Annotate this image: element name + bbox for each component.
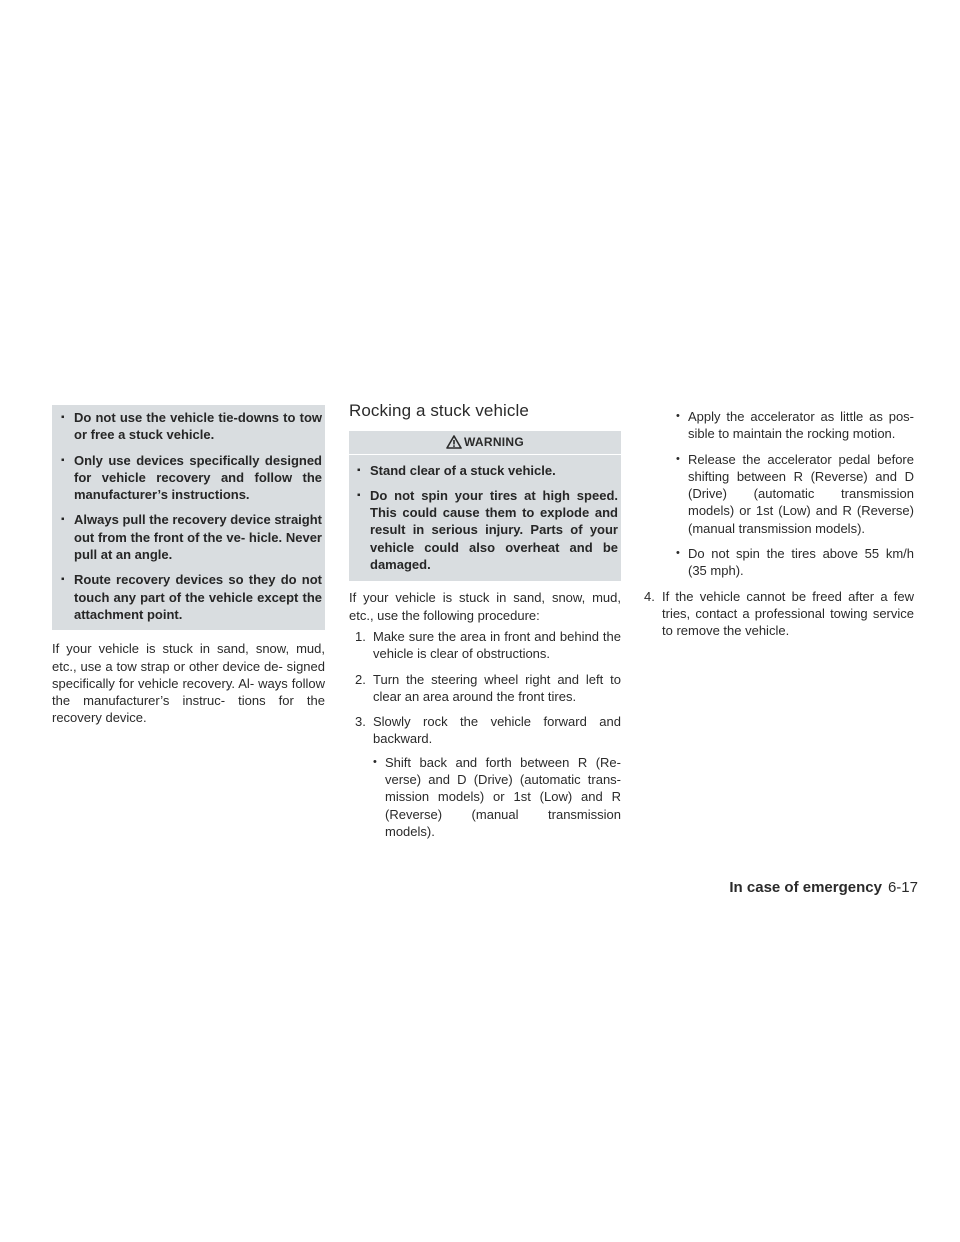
- step-sublist: [373, 754, 621, 840]
- warning-header: [349, 431, 621, 454]
- warning-item: ▪ Stand clear of a stuck vehicle.: [352, 462, 618, 479]
- procedure-step: [349, 713, 621, 840]
- step-text: Slowly rock the vehicle forward and backward.: [373, 714, 621, 747]
- step-sublist-continued: [644, 408, 914, 580]
- sub-item: • Release the accelerator pedal before shifting between R (Reverse) and D (Drive) (automatic transmission models) or 1st (Low) and R (Reverse) (manual transmission models).: [676, 451, 914, 537]
- sub-item: • Do not spin the tires above 55 km/h (35 mph).: [676, 545, 914, 580]
- caution-item: ▪ Always pull the recovery device straight out from the front of the ve- hicle. Never pull at an angle.: [56, 511, 322, 563]
- recovery-paragraph: If your vehicle is stuck in sand, snow, mud, etc., use a tow strap or other device de- signed specifically for vehicle recovery. Al- ways follow the manufacturer’s instruc- tions for the recovery device.: [52, 641, 325, 726]
- warning-list: [352, 462, 618, 574]
- step-number: 3.: [355, 714, 366, 730]
- procedure-step: [349, 671, 621, 706]
- column-middle: [349, 402, 621, 848]
- step-number: 4.: [644, 588, 655, 604]
- footer-section-title: In case of emergency: [729, 879, 882, 896]
- page-footer: [729, 879, 918, 896]
- caution-box: [52, 405, 325, 630]
- procedure-steps: [349, 628, 621, 840]
- caution-item: ▪ Do not use the vehicle tie-downs to tow or free a stuck vehicle.: [56, 409, 322, 444]
- page-number: 6-17: [887, 879, 918, 896]
- column-left: [52, 405, 325, 727]
- caution-item: ▪ Only use devices specifically designed for vehicle recovery and follow the manufacturer’s instructions.: [56, 452, 322, 504]
- procedure-steps-continued: [644, 588, 914, 640]
- warning-item: ▪ Do not spin your tires at high speed. This could cause them to explode and result in serious injury. Parts of your vehicle could also overheat and be damaged.: [352, 487, 618, 573]
- warning-box: [349, 455, 621, 582]
- step-text: If the vehicle cannot be freed after a few tries, contact a professional towing service to remove the vehicle.: [662, 588, 914, 639]
- caution-item: ▪ Route recovery devices so they do not touch any part of the vehicle except the attachment point.: [56, 571, 322, 623]
- step-number: 2.: [355, 671, 366, 687]
- step-text: Turn the steering wheel right and left to clear an area around the front tires.: [373, 671, 621, 704]
- section-title: Rocking a stuck vehicle: [349, 401, 529, 420]
- procedure-intro: If your vehicle is stuck in sand, snow, mud, etc., use the following procedure:: [349, 590, 621, 623]
- step-number: 1.: [355, 628, 366, 644]
- procedure-step: [349, 628, 621, 663]
- column-right: [644, 408, 914, 648]
- warning-label: WARNING: [463, 435, 525, 450]
- caution-list: [56, 409, 322, 623]
- step-text: Make sure the area in front and behind the vehicle is clear of obstructions.: [373, 628, 621, 662]
- warning-triangle-icon: [446, 435, 462, 449]
- sub-item: • Apply the accelerator as little as pos- sible to maintain the rocking motion.: [676, 408, 914, 443]
- procedure-step: [644, 588, 914, 640]
- sub-item: • Shift back and forth between R (Re- verse) and D (Drive) (automatic trans- mission models) or 1st (Low) and R (Reverse) (manual transmission models).: [373, 754, 621, 840]
